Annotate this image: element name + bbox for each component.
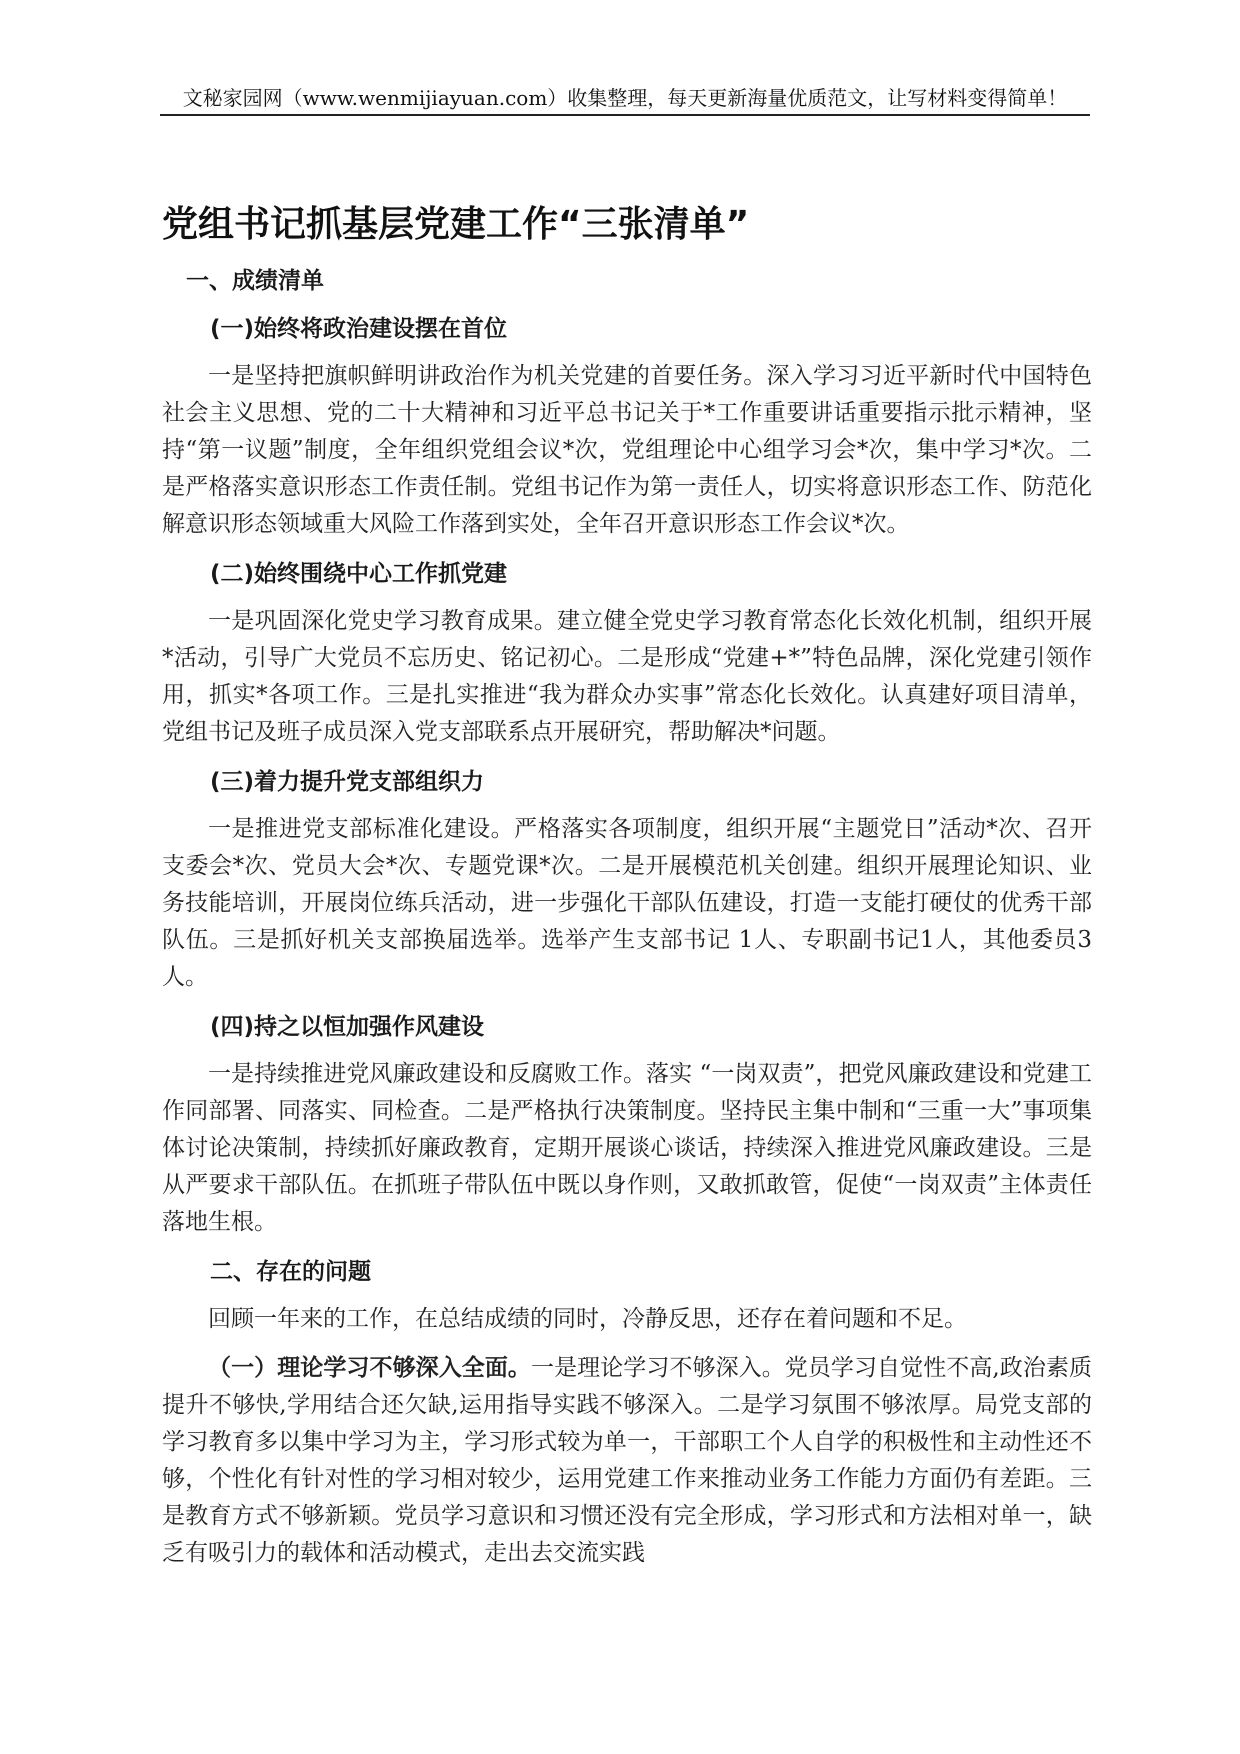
paragraph-central-work: 一是巩固深化党史学习教育成果。建立健全党史学习教育常态化长效化机制，组织开展*活动，引导广大党员不忘历史、铭记初心。二是形成“党建+*”特色品牌，深化党建引领作用，抓实*各项工作。三是扎实推进“我为群众办实事”常态化长效化。认真建好项目清单，党组书记及班子成员深入党支部联系点开展研究，帮助解决*问题。 bbox=[162, 608, 1092, 745]
document-title: 党组书记抓基层党建工作“三张清单” bbox=[162, 204, 750, 245]
section-heading-problems: 二、存在的问题 bbox=[210, 1259, 371, 1285]
paragraph-branch-organization: 一是推进党支部标准化建设。严格落实各项制度，组织开展“主题党日”活动*次、召开支委会*次、党员大会*次、专题党课*次。二是开展模范机关创建。组织开展理论知识、业务技能培训，开展岗位练兵活动，进一步强化干部队伍建设，打造一支能打硬仗的优秀干部队伍。三是抓好机关支部换届选举。选举产生支部书记 1人、专职副书记1人，其他委员3人。 bbox=[162, 816, 1092, 990]
paragraph-theory-study bbox=[162, 1350, 1092, 1572]
subsection-heading-political-building: (一)始终将政治建设摆在首位 bbox=[210, 316, 508, 342]
paragraph-lead-theory-study: （一）理论学习不够深入全面。 bbox=[208, 1355, 531, 1381]
document-body bbox=[162, 200, 1092, 1586]
section-heading-achievements: 一、成绩清单 bbox=[186, 268, 324, 294]
subsection-heading-branch-organization: (三)着力提升党支部组织力 bbox=[210, 769, 485, 795]
paragraph-work-style: 一是持续推进党风廉政建设和反腐败工作。落实 “一岗双责”，把党风廉政建设和党建工作同部署、同落实、同检查。二是严格执行决策制度。坚持民主集中制和“三重一大”事项集体讨论决策制，持续抓好廉政教育，定期开展谈心谈话，持续深入推进党风廉政建设。三是从严要求干部队伍。在抓班子带队伍中既以身作则，又敢抓敢管，促使“一岗双责”主体责任落地生根。 bbox=[162, 1061, 1092, 1235]
paragraph-body-theory-study: 一是理论学习不够深入。党员学习自觉性不高,政治素质提升不够快,学用结合还欠缺,运用指导实践不够深入。二是学习氛围不够浓厚。局党支部的学习教育多以集中学习为主，学习形式较为单一，干部职工个人自学的积极性和主动性还不够，个性化有针对性的学习相对较少，运用党建工作来推动业务工作能力方面仍有差距。三是教育方式不够新颖。党员学习意识和习惯还没有完全形成，学习形式和方法相对单一，缺乏有吸引力的载体和活动模式，走出去交流实践 bbox=[162, 1355, 1093, 1566]
paragraph-problems-intro: 回顾一年来的工作，在总结成绩的同时，冷静反思，还存在着问题和不足。 bbox=[208, 1306, 967, 1332]
paragraph-political-building: 一是坚持把旗帜鲜明讲政治作为机关党建的首要任务。深入学习习近平新时代中国特色社会主义思想、党的二十大精神和习近平总书记关于*工作重要讲话重要指示批示精神，坚持“第一议题”制度，全年组织党组会议*次，党组理论中心组学习会*次，集中学习*次。二是严格落实意识形态工作责任制。党组书记作为第一责任人，切实将意识形态工作、防范化解意识形态领域重大风险工作落到实处，全年召开意识形态工作会议*次。 bbox=[162, 363, 1092, 537]
subsection-heading-work-style: (四)持之以恒加强作风建设 bbox=[210, 1014, 485, 1040]
subsection-heading-central-work: (二)始终围绕中心工作抓党建 bbox=[210, 561, 508, 587]
page-header: 文秘家园网（www.wenmijiayuan.com）收集整理，每天更新海量优质范文，让写材料变得简单！ bbox=[160, 84, 1090, 116]
